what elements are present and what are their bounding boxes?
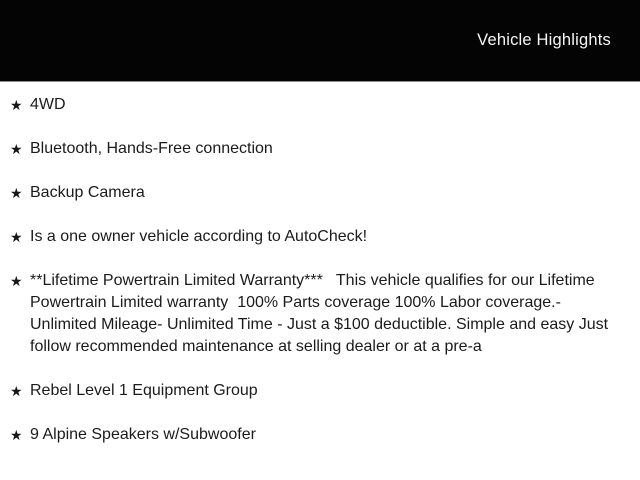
star-icon: ★ bbox=[10, 185, 23, 201]
highlight-item-alpine-speakers bbox=[10, 424, 626, 446]
star-icon: ★ bbox=[10, 229, 23, 245]
highlight-item-4wd bbox=[10, 94, 626, 116]
header-bar bbox=[0, 0, 640, 82]
highlight-item-rebel-equipment bbox=[10, 380, 626, 402]
highlight-item-one-owner bbox=[10, 226, 626, 248]
highlight-text: 9 Alpine Speakers w/Subwoofer bbox=[30, 426, 256, 443]
highlight-text: Bluetooth, Hands-Free connection bbox=[30, 140, 273, 157]
highlights-list bbox=[0, 82, 640, 446]
page-title: Vehicle Highlights bbox=[477, 31, 611, 49]
star-icon: ★ bbox=[10, 273, 23, 289]
highlight-item-bluetooth bbox=[10, 138, 626, 160]
star-icon: ★ bbox=[10, 141, 23, 157]
star-icon: ★ bbox=[10, 383, 23, 399]
highlight-text: Rebel Level 1 Equipment Group bbox=[30, 382, 258, 399]
highlight-text: 4WD bbox=[30, 96, 66, 113]
highlight-item-warranty bbox=[10, 270, 626, 358]
highlight-text: **Lifetime Powertrain Limited Warranty*** This vehicle qualifies for our Lifetime Powertrain Limited warranty 100% Parts coverage 100% Labor coverage.- Unlimited Mileage- Unlimited Time - Just a $100 deductible. Simple and easy Just follow recommended maintenance at selling dealer or at a pre-a bbox=[30, 272, 613, 355]
highlight-item-backup-camera bbox=[10, 182, 626, 204]
star-icon: ★ bbox=[10, 97, 23, 113]
highlight-text: Is a one owner vehicle according to AutoCheck! bbox=[30, 228, 368, 245]
star-icon: ★ bbox=[10, 427, 23, 443]
highlight-text: Backup Camera bbox=[30, 184, 145, 201]
